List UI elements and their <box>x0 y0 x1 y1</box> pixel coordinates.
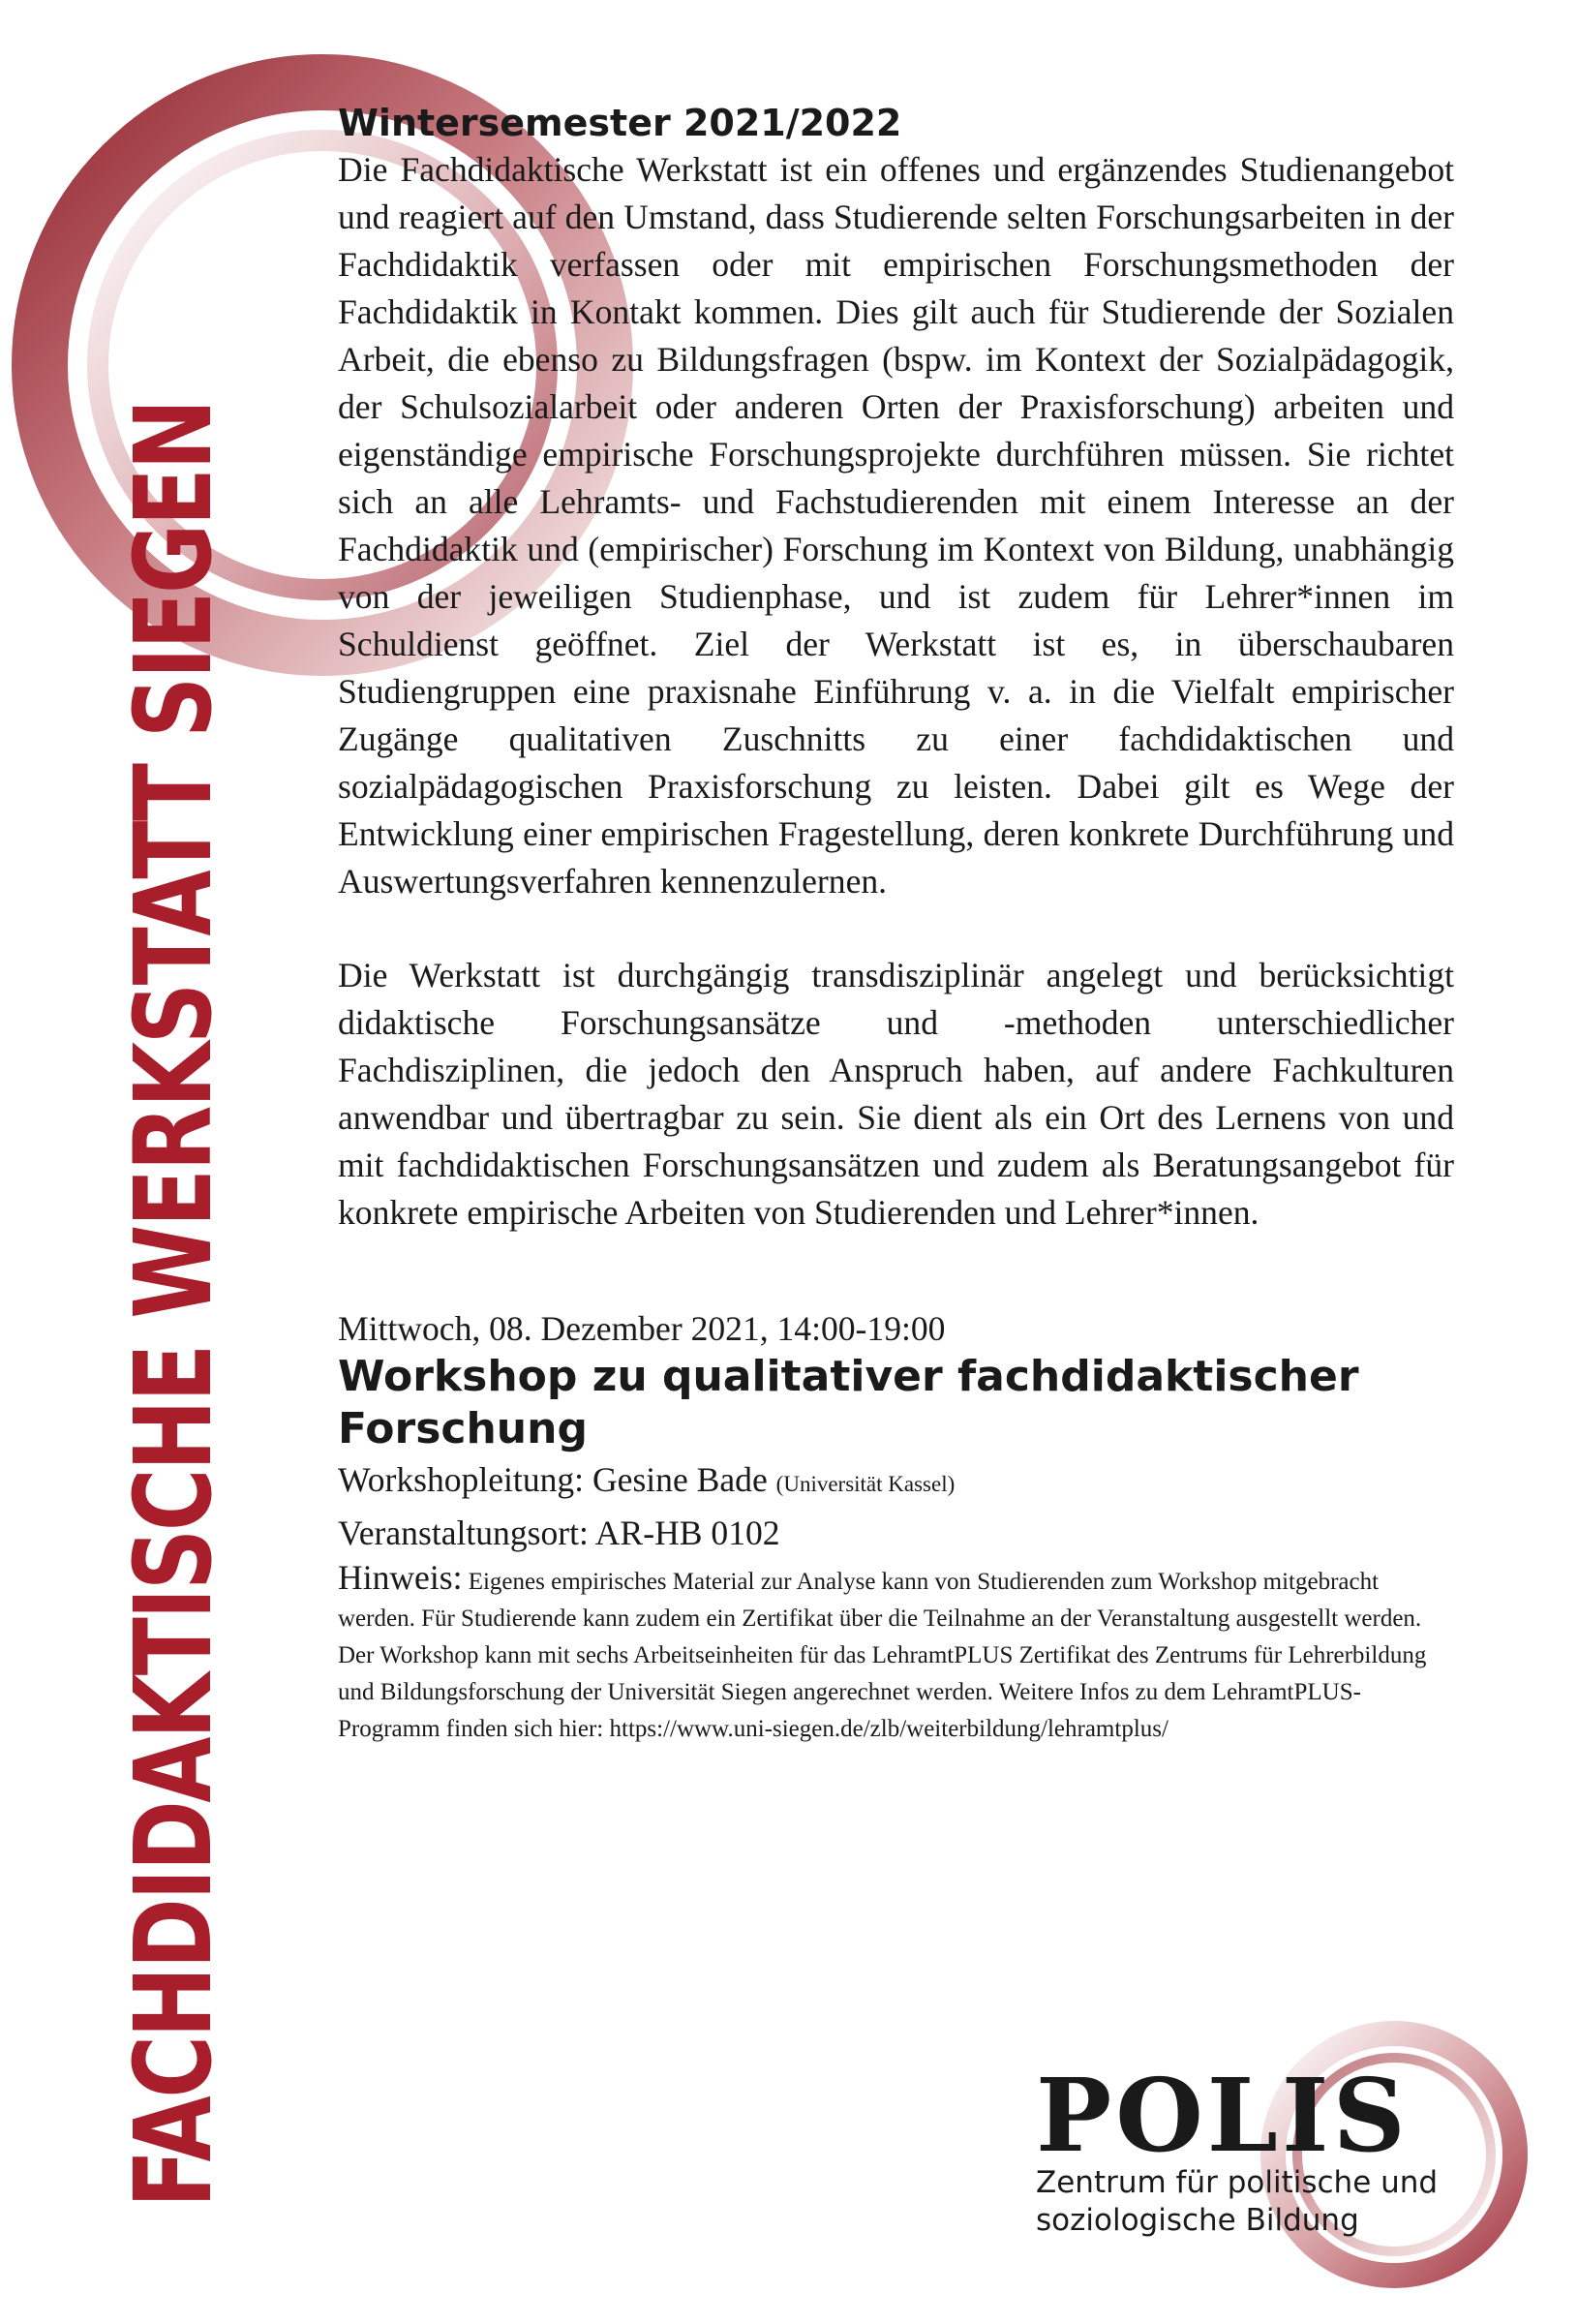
workshop-lead <box>338 1455 1454 1509</box>
intro-paragraph: Die Fachdidaktische Werkstatt ist ein offenes und ergänzendes Studienangebot und reagiert auf den Umstand, dass Studierende selten Forschungsarbeiten in der Fachdidaktik verfassen oder mit empirischen Forschungsmethoden der Fachdidaktik in Kontakt kommen. Dies gilt auch für Studierende der Sozialen Arbeit, die ebenso zu Bildungsfragen (bspw. im Kontext der Sozialpädagogik, der Schulsozialarbeit oder anderen Orten der Praxisforschung) arbeiten und eigenständige empirische Forschungsprojekte durchführen müssen. Sie richtet sich an alle Lehramts- und Fachstudierenden mit einem Interesse an der Fachdidaktik und (empirischer) Forschung im Kontext von Bildung, unabhängig von der jeweiligen Studienphase, und ist zudem für Lehrer*innen im Schuldienst geöffnet. Ziel der Werkstatt ist es, in überschaubaren Studiengruppen eine praxisnahe Einführung v. a. in die Vielfalt empirischer Zugänge qualitativen Zuschnitts zu einer fachdidaktischen und sozialpädagogischen Praxisforschung zu leisten. Dabei gilt es Wege der Entwicklung einer empirischen Fragestellung, deren konkrete Durchführung und Auswertungsverfahren kennenzulernen. <box>338 149 1454 901</box>
workshop-lead-affiliation: (Universität Kassel) <box>775 1471 956 1496</box>
hint-label: Hinweis: <box>338 1557 463 1597</box>
workshop-title: Workshop zu qualitativer fachdidaktischer Forschung <box>338 1351 1359 1453</box>
polis-logo-line1: Zentrum für politische und <box>1036 2165 1439 2200</box>
polis-logo <box>1036 2056 1491 2240</box>
event-venue: Veranstaltungsort: AR-HB 0102 <box>338 1513 780 1552</box>
vertical-title: FACHDIDAKTISCHE WERKSTATT SIEGEN <box>111 401 235 2208</box>
event-hint <box>338 1559 1454 1748</box>
second-paragraph: Die Werkstatt ist durchgängig transdisziplinär angelegt und berücksichtigt didaktische Forschungsansätze und -methoden unterschiedlicher Fachdisziplinen, die jedoch den Anspruch haben, auf andere Fachkulturen anwendbar und übertragbar zu sein. Sie dient als ein Ort des Lernens von und mit fachdidaktischen Forschungsansätzen und zudem als Beratungsangebot für konkrete empirische Arbeiten von Studierenden und Lehrer*innen. <box>338 955 1454 1232</box>
main-content <box>338 102 1454 1748</box>
polis-logo-word: POLIS <box>1036 2056 1410 2175</box>
hint-text: Eigenes empirisches Material zur Analyse kann von Studierenden zum Workshop mitgebracht werden. Für Studierende kann zudem ein Zertifikat über die Teilnahme an der Veranstaltung ausgestellt werden. Der Workshop kann mit sechs Arbeitseinheiten für das LehramtPLUS Zertifikat des Zentrums für Lehrerbildung und Bildungsforschung der Universität Siegen angerechnet werden. Weitere Infos zu dem LehramtPLUS-Programm finden sich hier: https://www.uni-siegen.de/zlb/weiterbildung/lehramtplus/ <box>338 1568 1427 1742</box>
polis-logo-line2: soziologische Bildung <box>1036 2203 1359 2238</box>
event-date: Mittwoch, 08. Dezember 2021, 14:00-19:00 <box>338 1308 946 1348</box>
semester-heading: Wintersemester 2021/2022 <box>338 102 902 144</box>
workshop-lead-name: Workshopleitung: Gesine Bade <box>338 1459 768 1499</box>
